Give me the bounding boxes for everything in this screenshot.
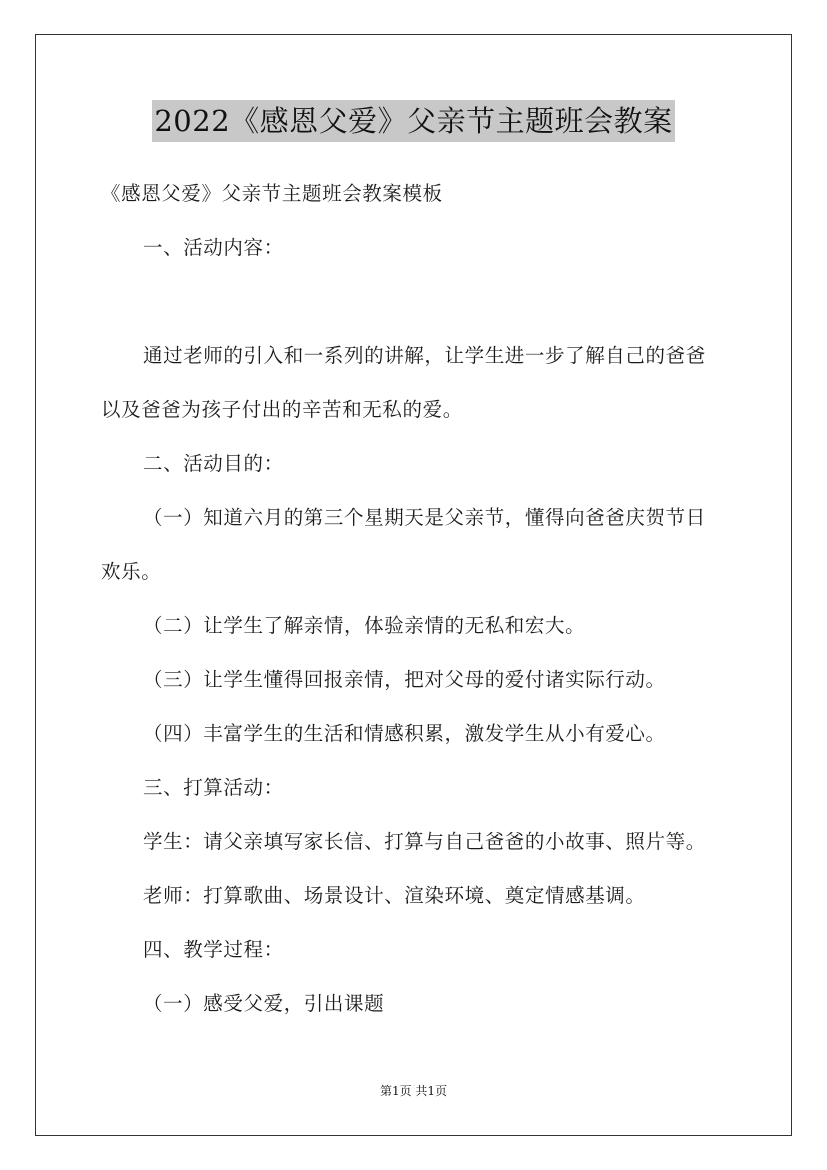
paragraph-line: 通过老师的引入和一系列的讲解，让学生进一步了解自己的爸爸 (143, 344, 706, 367)
list-item-line: （四）丰富学生的生活和情感积累，激发学生从小有爱心。 (143, 722, 666, 745)
document-title: 2022《感恩父爱》父亲节主题班会教案 (152, 100, 674, 142)
paragraph-line: 学生：请父亲填写家长信、打算与自己爸爸的小故事、照片等。 (143, 830, 706, 853)
list-item-line: （一）知道六月的第三个星期天是父亲节，懂得向爸爸庆贺节日 (143, 506, 706, 529)
list-item-line: 欢乐。 (101, 560, 162, 583)
title-container (0, 100, 827, 142)
section-heading-2: 二、活动目的： (143, 452, 284, 475)
section-heading-3: 三、打算活动： (143, 776, 284, 799)
section-heading-1: 一、活动内容： (143, 236, 284, 259)
list-item-line: （一）感受父爱，引出课题 (143, 992, 385, 1015)
list-item-line: （三）让学生懂得回报亲情，把对父母的爱付诸实际行动。 (143, 668, 666, 691)
paragraph-line: 老师：打算歌曲、场景设计、渲染环境、奠定情感基调。 (143, 884, 646, 907)
page-footer: 第1页 共1页 (379, 1084, 448, 1098)
subtitle-line: 《感恩父爱》父亲节主题班会教案模板 (101, 182, 443, 205)
list-item-line: （二）让学生了解亲情，体验亲情的无私和宏大。 (143, 614, 586, 637)
paragraph-line: 以及爸爸为孩子付出的辛苦和无私的爱。 (101, 398, 463, 421)
section-heading-4: 四、教学过程： (143, 938, 284, 961)
